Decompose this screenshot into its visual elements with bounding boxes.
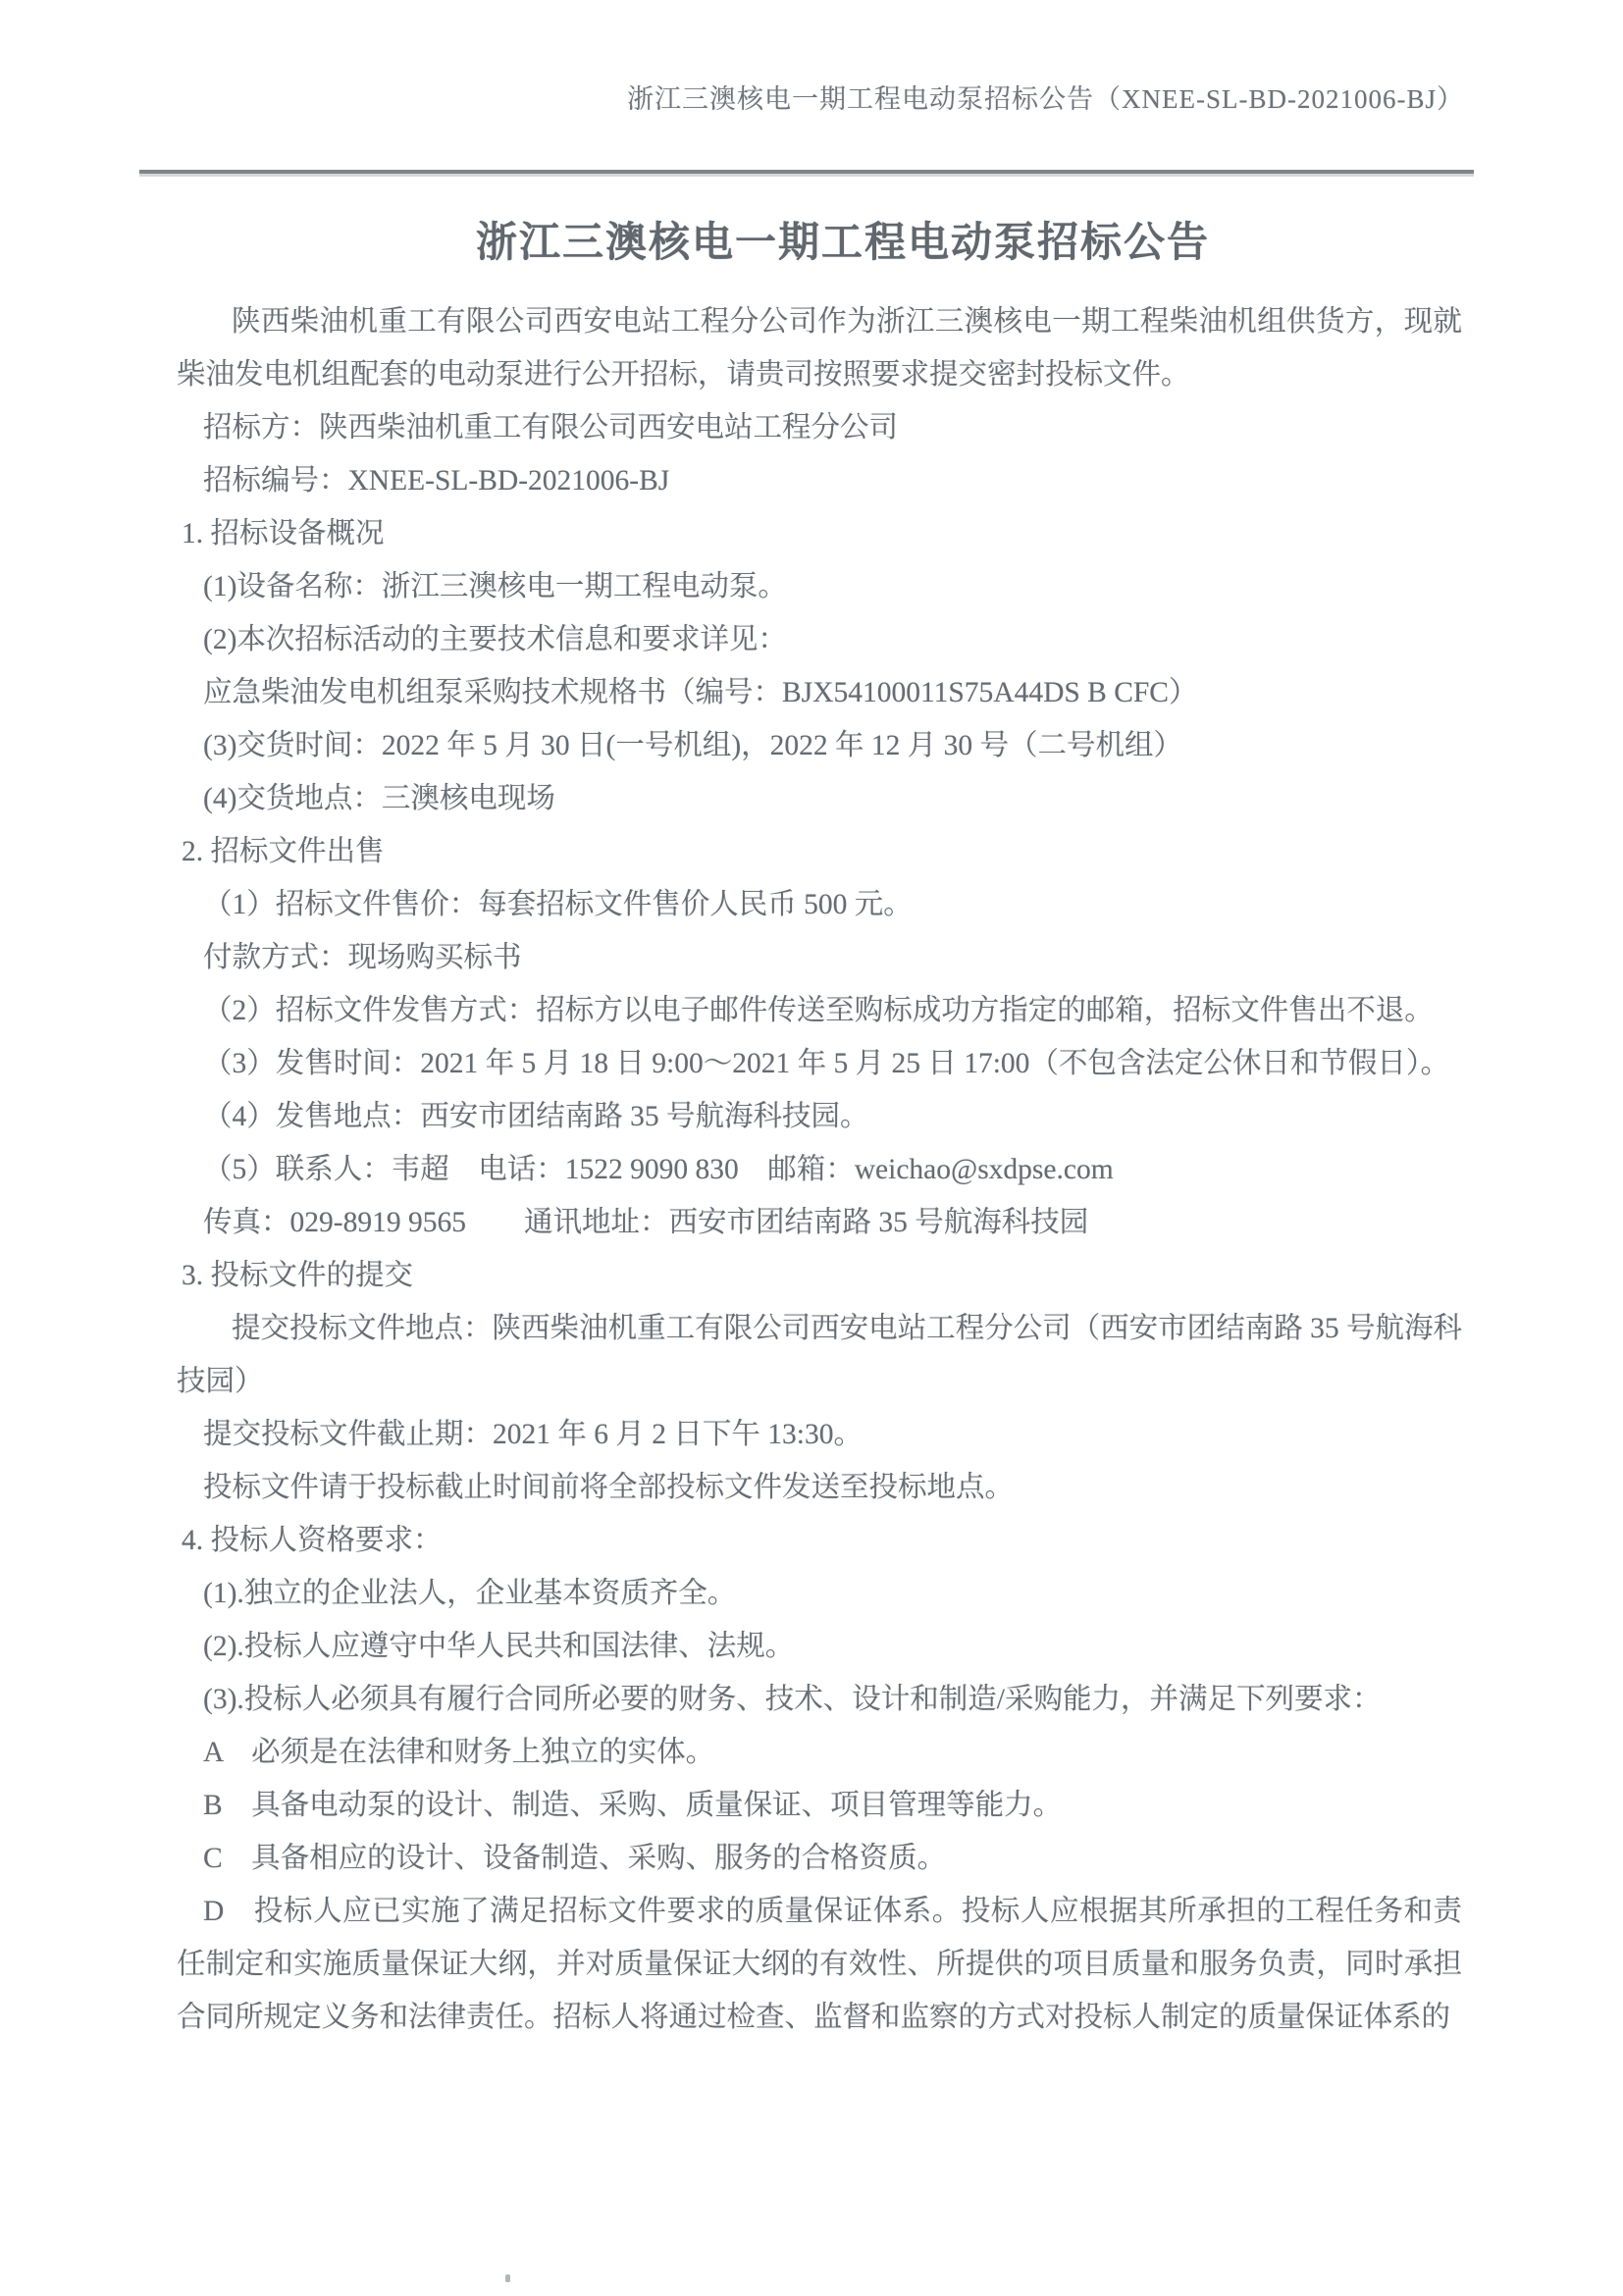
text-line: 提交投标文件地点：陕西柴油机重工有限公司西安电站工程分公司（西安市团结南路 35 号航海科技园） [177, 1313, 1462, 1397]
text-line: (3).投标人必须具有履行合同所必要的财务、技术、设计和制造/采购能力，并满足下列要求： [203, 1684, 1382, 1715]
text-line: （4）发售地点：西安市团结南路 35 号航海科技园。 [203, 1101, 869, 1132]
page-running-header: 浙江三澳核电一期工程电动泵招标公告（XNEE-SL-BD-2021006-BJ） [627, 84, 1464, 114]
text-line: A 必须是在法律和财务上独立的实体。 [203, 1737, 715, 1768]
text-line: (1).独立的企业法人，企业基本资质齐全。 [203, 1578, 737, 1609]
text-line: 2. 招标文件出售 [182, 836, 385, 867]
scan-artifact-dot [505, 2274, 510, 2282]
text-line: (3)交货时间：2022 年 5 月 30 日(一号机组)，2022 年 12 月 30 号（二号机组） [203, 730, 1183, 761]
text-line: 4. 投标人资格要求： [182, 1525, 443, 1556]
text-line: （5）联系人：韦超 电话：1522 9090 830 邮箱：weichao@sxdpse.com [203, 1154, 1114, 1185]
text-line: B 具备电动泵的设计、制造、采购、质量保证、项目管理等能力。 [203, 1790, 1063, 1821]
text-line: (2)本次招标活动的主要技术信息和要求详见： [203, 624, 787, 655]
text-line: （1）招标文件售价：每套招标文件售价人民币 500 元。 [203, 889, 913, 920]
text-line: 传真：029-8919 9565 通讯地址：西安市团结南路 35 号航海科技园 [203, 1207, 1089, 1238]
text-line: 付款方式：现场购买标书 [203, 942, 522, 973]
text-line: C 具备相应的设计、设备制造、采购、服务的合格资质。 [203, 1843, 947, 1874]
text-line: 应急柴油发电机组泵采购技术规格书（编号：BJX54100011S75A44DS B CFC） [203, 677, 1198, 708]
text-line: (4)交货地点：三澳核电现场 [203, 783, 555, 814]
text-line: 1. 招标设备概况 [182, 518, 385, 549]
text-line: 招标编号：XNEE-SL-BD-2021006-BJ [203, 465, 670, 496]
document-body [177, 295, 1462, 2044]
text-line: 投标文件请于投标截止时间前将全部投标文件发送至投标地点。 [203, 1472, 1015, 1503]
text-line: 招标方：陕西柴油机重工有限公司西安电站工程分公司 [203, 412, 899, 444]
text-line: （3）发售时间：2021 年 5 月 18 日 9:00～2021 年 5 月 25 日 17:00（不包含法定公休日和节假日）。 [203, 1048, 1450, 1079]
text-line: 3. 投标文件的提交 [182, 1260, 414, 1291]
text-line: D 投标人应已实施了满足招标文件要求的质量保证体系。投标人应根据其所承担的工程任务和责任制定和实施质量保证大纲，并对质量保证大纲的有效性、所提供的项目质量和服务负责，同时承担合同所规定义务和法律责任。招标人将通过检查、监督和监察的方式对投标人制定的质量保证体系的 [177, 1896, 1462, 2033]
text-line: 提交投标文件截止期：2021 年 6 月 2 日下午 13:30。 [203, 1419, 863, 1450]
text-line: (2).投标人应遵守中华人民共和国法律、法规。 [203, 1631, 795, 1662]
header-divider-rule [139, 170, 1474, 174]
text-line: （2）招标文件发售方式：招标方以电子邮件传送至购标成功方指定的邮箱，招标文件售出不退。 [203, 995, 1434, 1026]
document-title: 浙江三澳核电一期工程电动泵招标公告 [475, 221, 1210, 266]
text-line: (1)设备名称：浙江三澳核电一期工程电动泵。 [203, 571, 787, 602]
text-line: 陕西柴油机重工有限公司西安电站工程分公司作为浙江三澳核电一期工程柴油机组供货方，现就柴油发电机组配套的电动泵进行公开招标，请贵司按照要求提交密封投标文件。 [177, 306, 1462, 391]
